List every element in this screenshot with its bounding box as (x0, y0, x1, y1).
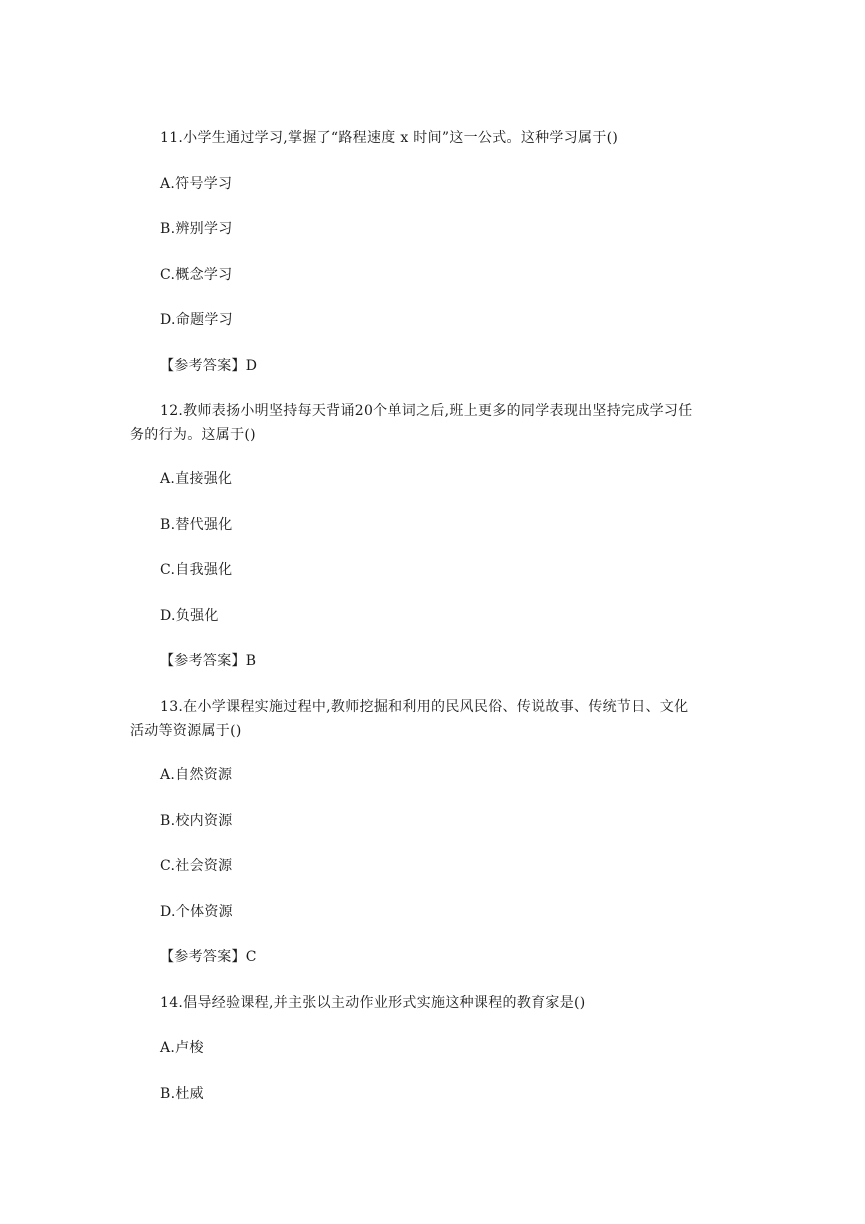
question-11-option-d: D.命题学习 (160, 312, 233, 328)
question-12-stem-continued: 务的行为。这属于() (130, 427, 256, 443)
question-13-option-c: C.社会资源 (160, 858, 233, 874)
question-14-option-b: B.杜威 (160, 1086, 204, 1102)
question-12-option-c: C.自我强化 (160, 562, 233, 578)
question-13-answer: 【参考答案】C (160, 949, 257, 965)
question-11-option-a: A.符号学习 (160, 176, 233, 192)
question-13-option-d: D.个体资源 (160, 904, 233, 920)
question-13-stem: 13.在小学课程实施过程中,教师挖掘和利用的民风民俗、传说故事、传统节日、文化 (160, 699, 689, 715)
question-11-answer: 【参考答案】D (160, 358, 258, 374)
question-12-option-a: A.直接强化 (160, 471, 233, 487)
question-12-option-b: B.替代强化 (160, 517, 233, 533)
question-13-option-b: B.校内资源 (160, 813, 233, 829)
question-11-stem: 11.小学生通过学习,掌握了“路程速度 x 时间”这一公式。这种学习属于() (160, 130, 619, 146)
question-14-stem: 14.倡导经验课程,并主张以主动作业形式实施这种课程的教育家是() (160, 995, 586, 1011)
question-13-option-a: A.自然资源 (160, 767, 233, 783)
question-11-option-b: B.辨别学习 (160, 221, 233, 237)
question-11-option-c: C.概念学习 (160, 267, 233, 283)
question-12-stem: 12.教师表扬小明坚持每天背诵20个单词之后,班上更多的同学表现出坚持完成学习任 (160, 403, 693, 419)
question-12-option-d: D.负强化 (160, 608, 219, 624)
question-13-stem-continued: 活动等资源属于() (130, 723, 242, 739)
question-14-option-a: A.卢梭 (160, 1040, 204, 1056)
question-12-answer: 【参考答案】B (160, 653, 257, 669)
